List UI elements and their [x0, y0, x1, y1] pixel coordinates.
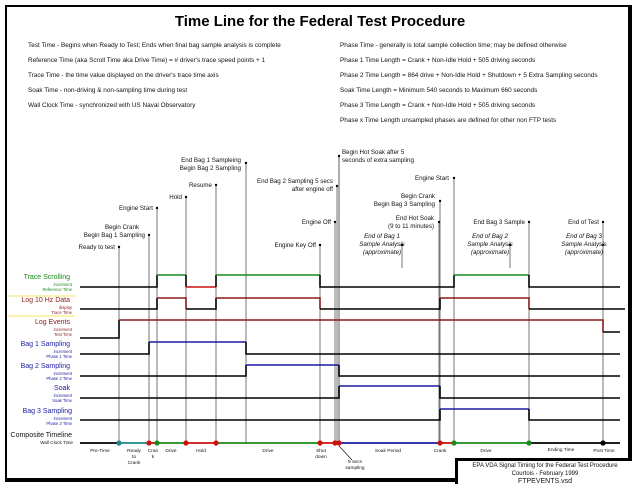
log-10hz-signal [80, 298, 625, 309]
svg-text:Phase 2 Time: Phase 2 Time [46, 376, 72, 381]
svg-text:Crank: Crank [433, 449, 447, 454]
svg-text:5 secs: 5 secs [348, 460, 362, 465]
svg-text:Cran: Cran [147, 449, 159, 454]
svg-text:Post Time: Post Time [593, 449, 615, 454]
svg-text:display: display [58, 305, 72, 310]
svg-text:Soak Time: Soak Time [52, 398, 72, 403]
five-secs-arrow [339, 446, 352, 460]
svg-text:Trace Time: Trace Time [51, 310, 72, 315]
event-engine-start-2: Engine Start [414, 175, 449, 182]
note-reference-time: Reference Time (aka Scroll Time aka Drive Time) = # driver's trace speed points + 1 [28, 57, 266, 64]
event-resume: Resume [188, 182, 212, 189]
svg-text:sampling: sampling [345, 466, 365, 471]
note-phase-x-length: Phase x Time Length unsampled phases are defined for other non FTP tests [340, 117, 557, 124]
event-end-bag1: End Bag 1 Sampleing [181, 157, 241, 164]
credit-title: EPA VDA Signal Timing for the Federal Test Procedure [472, 463, 618, 469]
event-end-hot-soak-b: (9 to 11 minutes) [388, 223, 434, 230]
svg-text:Sample Analysis: Sample Analysis [561, 241, 607, 248]
svg-text:k: k [151, 455, 155, 460]
svg-text:End of Bag 2: End of Bag 2 [472, 233, 508, 240]
event-end-hot-soak: End Hot Soak [395, 215, 434, 222]
svg-text:Log Events: Log Events [34, 319, 70, 326]
log-events-signal [80, 320, 620, 338]
svg-text:increment: increment [53, 282, 72, 287]
soak-signal [80, 386, 620, 398]
note-phase-time: Phase Time - generally is total sample collection time; may be defined otherwise [340, 42, 567, 49]
svg-text:Bag 2 Sampling: Bag 2 Sampling [20, 363, 70, 370]
svg-text:increment: increment [53, 416, 72, 421]
note-soak-length: Soak Time Length = Minimum 540 seconds to Maximum 660 seconds [340, 87, 538, 94]
event-end-bag3-sample: End Bag 3 Sample [473, 219, 525, 226]
svg-text:Soak Period: Soak Period [374, 449, 402, 454]
svg-text:down: down [315, 455, 327, 460]
note-phase2-length: Phase 2 Time Length = 864 drive + Non-Idle Hold + Shutdown + 5 Extra Sampling seconds [340, 72, 598, 79]
svg-text:Hold: Hold [196, 449, 206, 454]
svg-text:Shut: Shut [316, 449, 326, 454]
svg-text:increment: increment [53, 327, 72, 332]
event-end-of-test: End of Test [568, 219, 599, 226]
event-begin-crank-2: Begin Crank [400, 193, 435, 200]
note-trace-time: Trace Time - the time value displayed on the driver's trace time axis [28, 72, 219, 79]
svg-text:to: to [131, 455, 137, 460]
bag2-sampling-signal [80, 365, 620, 376]
event-engine-key-off: Engine Key Off [274, 242, 316, 249]
svg-text:End of Bag 1: End of Bag 1 [364, 233, 400, 240]
svg-text:Bag 3 Sampling: Bag 3 Sampling [22, 408, 72, 415]
svg-text:Crank: Crank [127, 461, 141, 466]
event-begin-bag1: Begin Bag 1 Sampling [83, 232, 145, 239]
event-begin-hot-soak-b: seconds of extra sampling [342, 157, 414, 164]
svg-text:increment: increment [53, 393, 72, 398]
svg-text:(approximate): (approximate) [564, 249, 604, 256]
note-test-time: Test Time - Begins when Ready to Test; Ends when final bag sample analysis is complete [28, 42, 281, 49]
event-engine-start: Engine Start [118, 205, 153, 212]
trace-scrolling-signal [80, 275, 620, 287]
event-end-bag2-b: after engine off [291, 186, 333, 193]
svg-text:increment: increment [53, 371, 72, 376]
note-phase1-length: Phase 1 Time Length = Crank + Non-Idle Hold + 505 driving seconds [340, 57, 536, 64]
credit-box [455, 458, 632, 484]
event-engine-off: Engine Off [301, 219, 331, 226]
svg-text:Bag 1 Sampling: Bag 1 Sampling [20, 341, 70, 348]
analysis-labels [359, 233, 607, 256]
svg-text:Drive: Drive [165, 449, 177, 454]
note-phase3-length: Phase 3 Time Length = Crank + Non-Idle Hold + 505 driving seconds [340, 102, 536, 109]
svg-text:Test Time: Test Time [54, 332, 72, 337]
svg-text:Trace Scrolling: Trace Scrolling [23, 274, 70, 281]
event-begin-bag2: Begin Bag 2 Sampling [179, 165, 241, 172]
svg-text:Phase 3 Time: Phase 3 Time [46, 421, 72, 426]
bag1-sampling-signal [80, 342, 620, 354]
credit-author: Courtois - February 1999 [511, 471, 579, 477]
event-hold: Hold [169, 194, 182, 201]
credit-filename: FTPEVENTS.vsd [517, 478, 573, 485]
svg-text:Ending Time: Ending Time [547, 448, 575, 453]
svg-text:Drive: Drive [262, 449, 274, 454]
page-title: Time Line for the Federal Test Procedure [174, 13, 466, 30]
event-end-bag2: End Bag 2 Sampling 5 secs [256, 178, 333, 185]
svg-text:Wall Clock Time: Wall Clock Time [40, 440, 73, 445]
signal-labels [11, 274, 74, 445]
svg-text:Sample Analysis: Sample Analysis [359, 241, 405, 248]
svg-text:(approximate): (approximate) [470, 249, 510, 256]
event-begin-crank: Begin Crank [104, 224, 139, 231]
event-lines [119, 156, 603, 443]
svg-text:Drive: Drive [480, 449, 492, 454]
svg-text:Phase 1 Time: Phase 1 Time [46, 354, 72, 359]
svg-text:(approximate): (approximate) [362, 249, 402, 256]
svg-text:Sample Analysis: Sample Analysis [467, 241, 513, 248]
event-begin-bag3: Begin Bag 3 Sampling [373, 201, 435, 208]
event-begin-hot-soak: Begin Hot Soak after 5 [342, 149, 405, 156]
event-ready-to-test: Ready to test [78, 244, 115, 251]
svg-text:Log 10 Hz Data: Log 10 Hz Data [21, 297, 70, 304]
svg-text:Pre-Time: Pre-Time [90, 449, 110, 454]
svg-text:increment: increment [53, 349, 72, 354]
svg-text:Soak: Soak [54, 385, 70, 392]
svg-text:Reference Time: Reference Time [42, 287, 72, 292]
note-soak-time: Soak Time - non-driving & non-sampling time during test [28, 87, 188, 94]
note-wall-clock-time: Wall Clock Time - synchronized with US Naval Observatory [28, 102, 196, 109]
svg-text:Ready: Ready [127, 449, 141, 454]
svg-text:End of Bag 3: End of Bag 3 [566, 233, 602, 240]
bag3-sampling-signal [80, 409, 620, 420]
svg-text:Composite Timeline: Composite Timeline [10, 432, 72, 439]
